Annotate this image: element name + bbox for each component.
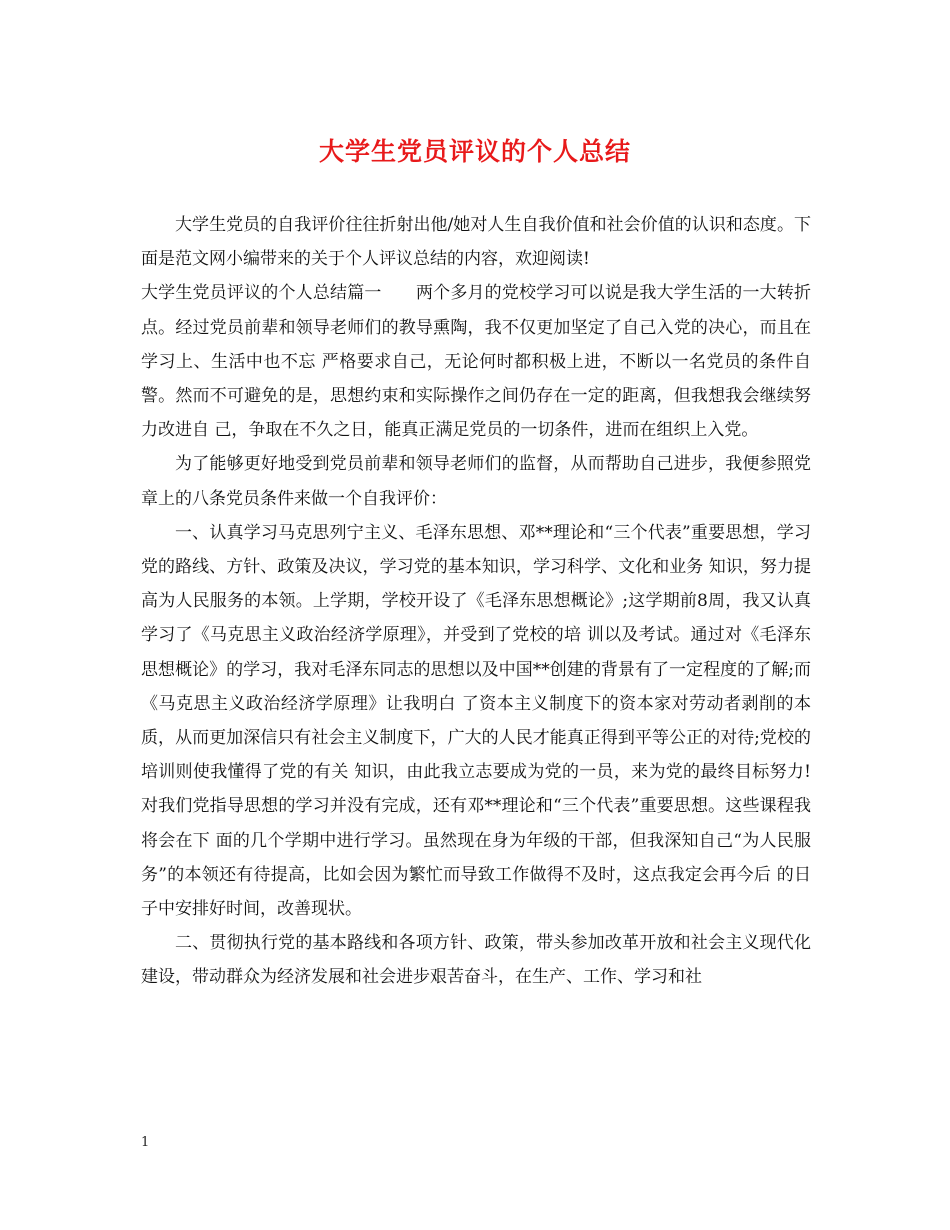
section-one-paragraph: 大学生党员评议的个人总结篇一 两个多月的党校学习可以说是我大学生活的一大转折点。经过党员前辈和领导老师们的教导熏陶，我不仅更加坚定了自己入党的决心，而且在学习上、生活中也不忘 严格要求自己，无论何时都积极上进，不断以一名党员的条件自警。然而不可避免的是，思想约束和实际操作之间仍存在一定的距离，但我想我会继续努力改进自 己，争取在不久之日，能真正满足党员的一切条件，进而在组织上入党。 <box>141 283 811 441</box>
self-evaluation-intro-paragraph: 为了能够更好地受到党员前辈和领导老师们的监督，从而帮助自己进步，我便参照党章上的八条党员条件来做一个自我评价： <box>141 454 811 509</box>
intro-paragraph: 大学生党员的自我评价往往折射出他/她对人生自我价值和社会价值的认识和态度。下面是范文网小编带来的关于个人评议总结的内容，欢迎阅读! <box>141 215 811 270</box>
document-body <box>141 208 811 995</box>
point-two-paragraph: 二、贯彻执行党的基本路线和各项方针、政策，带头参加改革开放和社会主义现代化建设，带动群众为经济发展和社会进步艰苦奋斗，在生产、工作、学习和社 <box>141 933 811 988</box>
point-one-paragraph: 一、认真学习马克思列宁主义、毛泽东思想、邓**理论和“三个代表”重要思想，学习党的路线、方针、政策及决议，学习党的基本知识，学习科学、文化和业务 知识，努力提高为人民服务的本领。上学期，学校开设了《毛泽东思想概论》;这学期前8周，我又认真学习了《马克思主义政治经济学原理》，并受到了党校的培 训以及考试。通过对《毛泽东思想概论》的学习，我对毛泽东同志的思想以及中国**创建的背景有了一定程度的了解;而《马克思主义政治经济学原理》让我明白 了资本主义制度下的资本家对劳动者剥削的本质，从而更加深信只有社会主义制度下，广大的人民才能真正得到平等公正的对待;党校的培训则使我懂得了党的有关 知识，由此我立志要成为党的一员，来为党的最终目标努力!对我们党指导思想的学习并没有完成，还有邓**理论和“三个代表”重要思想。这些课程我将会在下 面的几个学期中进行学习。虽然现在身为年级的干部，但我深知自己“为人民服务”的本领还有待提高，比如会因为繁忙而导致工作做得不及时，这点我定会再今后 的日子中安排好时间，改善现状。 <box>141 522 811 920</box>
page-title: 大学生党员评议的个人总结 <box>318 137 631 166</box>
page-number: 1 <box>141 1135 150 1150</box>
